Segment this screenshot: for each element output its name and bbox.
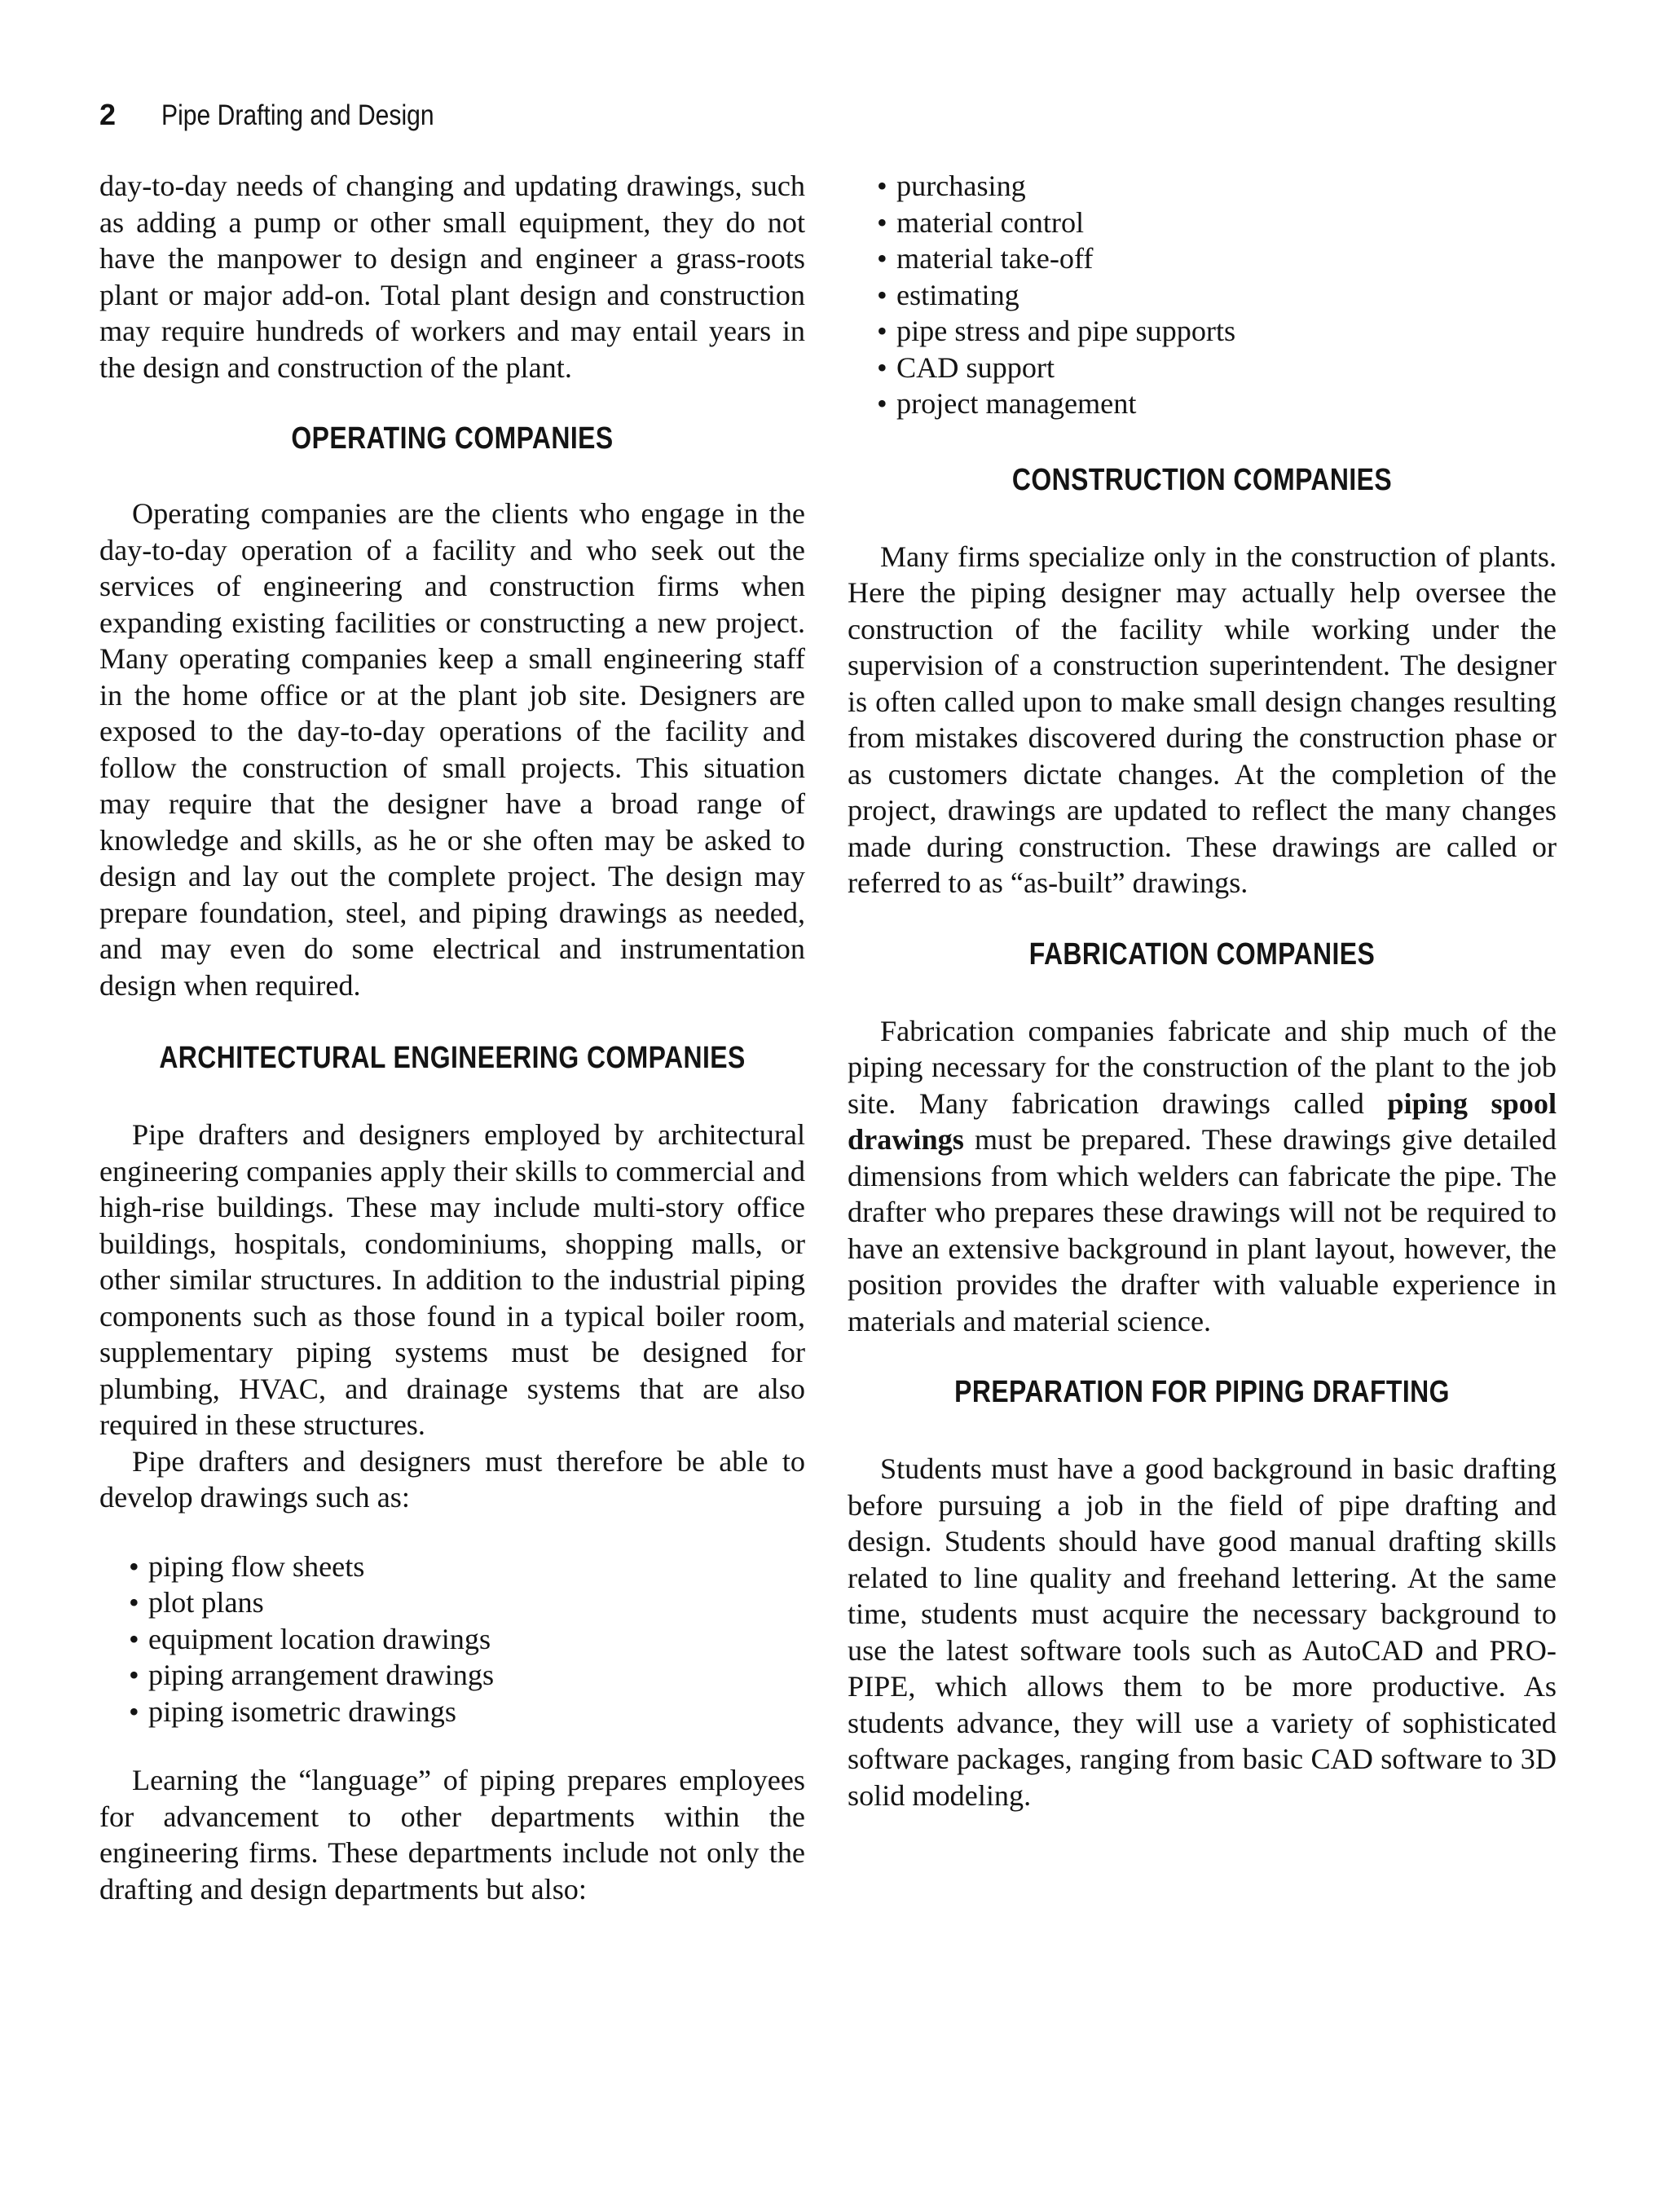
- book-title: Pipe Drafting and Design: [161, 99, 434, 131]
- list-item: • piping flow sheets: [116, 1549, 805, 1585]
- list-item: • material control: [864, 205, 1557, 241]
- list-item: • piping arrangement drawings: [116, 1657, 805, 1694]
- architectural-paragraph-2: Pipe drafters and designers must therefore be able to develop drawings such as:: [99, 1444, 805, 1514]
- operating-paragraph: Operating companies are the clients who engage in the day-to-day operation of a facility and who seek out the services of engineering and construction firms when expanding existing facilities or constructing a new project. Many operating companies keep a small engineering staff in the home office or at the plant job site. Designers are exposed to the day-to-day operations of the facility and follow the construction of small projects. This situation may require that the designer have a broad range of knowledge and skills, as he or she often may be asked to design and lay out the complete project. The design may prepare foundation, steel, and piping drawings as needed, and may even do some electrical and instrumentation design when required.: [99, 497, 805, 1002]
- bullet-icon: •: [129, 1586, 139, 1619]
- heading-fabrication-companies: FABRICATION COMPANIES: [1028, 936, 1376, 972]
- list-item: • purchasing: [864, 168, 1557, 205]
- bullet-icon: •: [129, 1659, 139, 1691]
- bullet-icon: •: [129, 1694, 139, 1728]
- architectural-paragraph-1: Pipe drafters and designers employed by architectural engineering companies apply their skills to commercial and high-rise buildings. These may include multi-story office buildings, hospitals, condominiums, shopping malls, or other similar structures. In addition to the industrial piping components such as those found in a typical boiler room, supplementary piping systems must be designed for plumbing, HVAC, and drainage systems that are also required in these structures.: [99, 1118, 805, 1441]
- page-number: 2: [99, 98, 117, 131]
- intro-paragraph: day-to-day needs of changing and updating drawings, such as adding a pump or other small equipment, they do not have the manpower to design and engineer a grass-roots plant or major add-on. Total plant design and construction may require hundreds of workers and may entail years in the design and construction of the plant.: [99, 170, 805, 384]
- heading-construction-companies: CONSTRUCTION COMPANIES: [1011, 462, 1393, 497]
- list-item: • estimating: [864, 277, 1557, 314]
- list-item: • material take-off: [864, 240, 1557, 277]
- architectural-paragraph-3: Learning the “language” of piping prepares employees for advancement to other departments within the engineering firms. These departments include not only the drafting and design departments but also:: [99, 1764, 805, 1906]
- list-item: • equipment location drawings: [116, 1621, 805, 1658]
- left-column: [99, 168, 805, 1907]
- heading-architectural-engineering: ARCHITECTURAL ENGINEERING COMPANIES: [159, 1041, 746, 1075]
- bullet-icon: •: [877, 387, 887, 420]
- preparation-paragraph: Students must have a good background in basic drafting before pursuing a job in the field of pipe drafting and design. Students should have good manual drafting skills related to line quality and freehand lettering. At the same time, students must acquire the necessary background to use the latest software tools such as AutoCAD and PRO-PIPE, which allows them to be more productive. As students advance, they will use a variety of sophisticated software packages, ranging from basic CAD software to 3D solid modeling.: [848, 1452, 1557, 1812]
- bullet-icon: •: [877, 242, 887, 275]
- bullet-icon: •: [129, 1622, 139, 1655]
- departments-list: [864, 168, 1557, 422]
- list-item: • project management: [864, 386, 1557, 422]
- list-item: • plot plans: [116, 1584, 805, 1621]
- running-header: [99, 98, 478, 139]
- heading-preparation-piping-drafting: PREPARATION FOR PIPING DRAFTING: [954, 1375, 1450, 1409]
- list-item: • pipe stress and pipe supports: [864, 313, 1557, 350]
- list-item: • CAD support: [864, 350, 1557, 386]
- bullet-icon: •: [877, 350, 887, 384]
- right-column: [848, 168, 1557, 1813]
- bullet-icon: •: [129, 1549, 139, 1583]
- bullet-icon: •: [877, 170, 887, 202]
- drawing-types-list: [116, 1549, 805, 1730]
- fabrication-paragraph: Fabrication companies fabricate and ship much of the piping necessary for the construction of the plant to the job site. Many fabrication drawings called piping spool drawings must be prepared. These drawings give detailed dimensions from which welders can fabricate the pipe. The drafter who prepares these drawings will not be required to have an extensive background in plant layout, however, the position provides the drafter with valuable experience in materials and material science.: [848, 1014, 1557, 1337]
- heading-operating-companies: OPERATING COMPANIES: [291, 421, 614, 456]
- construction-paragraph: Many firms specialize only in the construction of plants. Here the piping designer may actually help oversee the construction of the facility while working under the supervision of a construction superintendent. The designer is often called upon to make small design changes resulting from mistakes discovered during the construction phase or as customers dictate changes. At the completion of the project, drawings are updated to reflect the many changes made during construction. These drawings are called or referred to as “as-built” drawings.: [848, 540, 1557, 899]
- bullet-icon: •: [877, 315, 887, 347]
- bullet-icon: •: [877, 278, 887, 311]
- bold-term: piping spool drawings: [848, 1086, 1557, 1156]
- bullet-icon: •: [877, 205, 887, 239]
- list-item: • piping isometric drawings: [116, 1694, 805, 1730]
